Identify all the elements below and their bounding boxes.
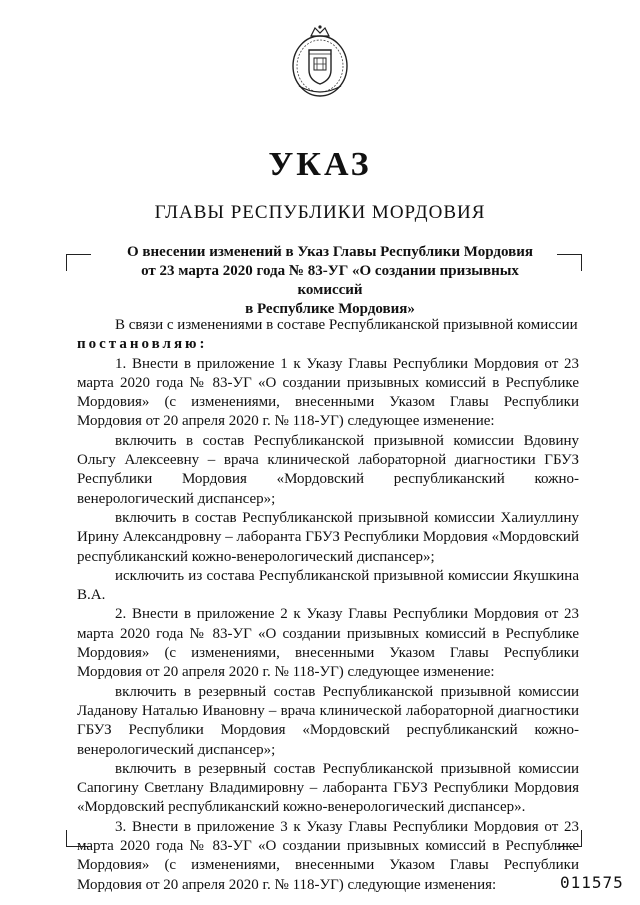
paragraph: включить в резервный состав Республиканской призывной комиссии Ладанову Наталью Ивановну – врача клинической лабораторной диагностики ГБУЗ Республики Мордовия «Мордовский республиканский кожно-венерологический диспансер»; bbox=[77, 683, 579, 758]
document-number: 011575 bbox=[560, 873, 624, 892]
paragraph: 3. Внести в приложение 3 к Указу Главы Республики Мордовия от 23 марта 2020 года № 83-УГ «О создании призывных комиссий в Республике Мордовия» (с изменениями, внесенными Указом Главы Республики Мордовия от 20 апреля 2020 г. № 118-УГ) следующие изменения: bbox=[77, 818, 579, 893]
decree-word: постановляю: bbox=[77, 336, 208, 353]
document-title: УКАЗ bbox=[268, 146, 372, 183]
paragraph: 2. Внести в приложение 2 к Указу Главы Республики Мордовия от 23 марта 2020 года № 83-УГ «О создании призывных комиссий в Республике Мордовия» (с изменениями, внесенными Указом Главы Республики Мордовия от 20 апреля 2020 г. № 118-УГ) следующее изменение: bbox=[77, 606, 579, 681]
heading-line: от 23 марта 2020 года № 83-УГ «О создании призывных комиссий bbox=[141, 263, 519, 298]
document-subtitle: ГЛАВЫ РЕСПУБЛИКИ МОРДОВИЯ bbox=[154, 202, 486, 223]
paragraph: включить в состав Республиканской призывной комиссии Халиуллину Ирину Александровну – лаборанта ГБУЗ Республики Мордовия «Мордовский республиканский кожно-венерологический диспансер»; bbox=[77, 509, 579, 565]
preamble: В связи с изменениями в составе Республиканской призывной комиссии bbox=[115, 317, 578, 333]
decree-heading bbox=[110, 243, 550, 319]
decree-word-row bbox=[77, 335, 579, 354]
body-corner-mark bbox=[66, 830, 91, 847]
body-corner-mark bbox=[557, 830, 582, 847]
paragraph: включить в состав Республиканской призывной комиссии Вдовину Ольгу Алексеевну – врача клинической лабораторной диагностики ГБУЗ Республики Мордовия «Мордовский республиканский кожно-венерологический диспансер»; bbox=[77, 432, 579, 507]
paragraph: 1. Внести в приложение 1 к Указу Главы Республики Мордовия от 23 марта 2020 года № 83-УГ «О создании призывных комиссий в Республике Мордовия» (с изменениями, внесенными Указом Главы Республики Мордовия от 20 апреля 2020 г. № 118-УГ) следующее изменение: bbox=[77, 355, 579, 430]
paragraph: исключить из состава Республиканской призывной комиссии Якушкина В.А. bbox=[77, 567, 579, 604]
heading-corner-mark bbox=[66, 254, 91, 271]
heading-line: О внесении изменений в Указ Главы Республики Мордовия bbox=[127, 244, 533, 260]
heading-corner-mark bbox=[557, 254, 582, 271]
heading-line: в Республике Мордовия» bbox=[245, 301, 415, 317]
coat-of-arms-icon bbox=[289, 24, 351, 100]
paragraph: включить в резервный состав Республиканской призывной комиссии Сапогину Светлану Владимировну – лаборанта ГБУЗ Республики Мордовия «Мордовский республиканский кожно-венерологический диспансер». bbox=[77, 760, 579, 816]
decree-body bbox=[77, 316, 579, 895]
